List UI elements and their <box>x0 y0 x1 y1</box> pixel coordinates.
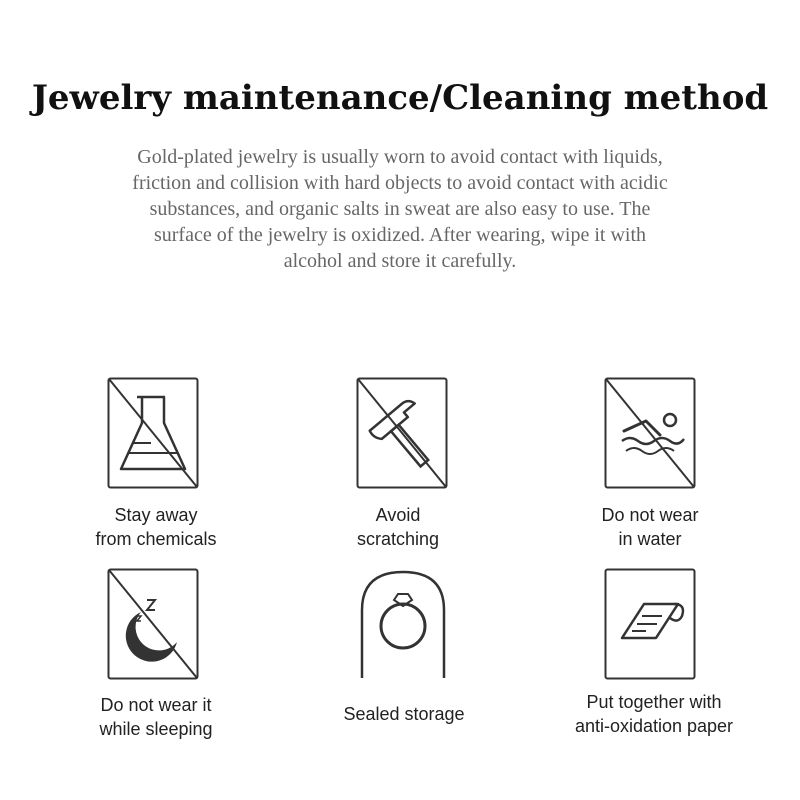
page-title: Jewelry maintenance/Cleaning method <box>31 78 769 118</box>
chemical-flask-prohibited-icon <box>107 377 199 489</box>
label-do-not-wear-in-water: Do not wear in water <box>601 505 699 549</box>
description-line: surface of the jewelry is oxidized. After wearing, wipe it with <box>153 224 647 246</box>
label-anti-oxidation-paper: Put together with anti-oxidation paper <box>574 692 734 736</box>
description-line: Gold-plated jewelry is usually worn to avoid contact with liquids, <box>137 146 663 168</box>
hammer-prohibited-icon <box>356 377 448 489</box>
label-do-not-wear-while-sleeping: Do not wear it while sleeping <box>99 695 213 739</box>
ring-storage-icon <box>358 568 448 678</box>
label-avoid-scratching: Avoid scratching <box>356 505 440 549</box>
anti-oxidation-paper-icon <box>604 568 696 680</box>
description <box>50 144 750 274</box>
description-line: friction and collision with hard objects to avoid contact with acidic <box>132 172 668 194</box>
label-stay-away-from-chemicals: Stay away from chemicals <box>95 505 217 549</box>
description-line: substances, and organic salts in sweat are also easy to use. The <box>149 198 651 220</box>
label-sealed-storage: Sealed storage <box>343 704 465 724</box>
description-line: alcohol and store it carefully. <box>283 250 517 272</box>
swimming-prohibited-icon <box>604 377 696 489</box>
sleeping-moon-prohibited-icon <box>107 568 199 680</box>
